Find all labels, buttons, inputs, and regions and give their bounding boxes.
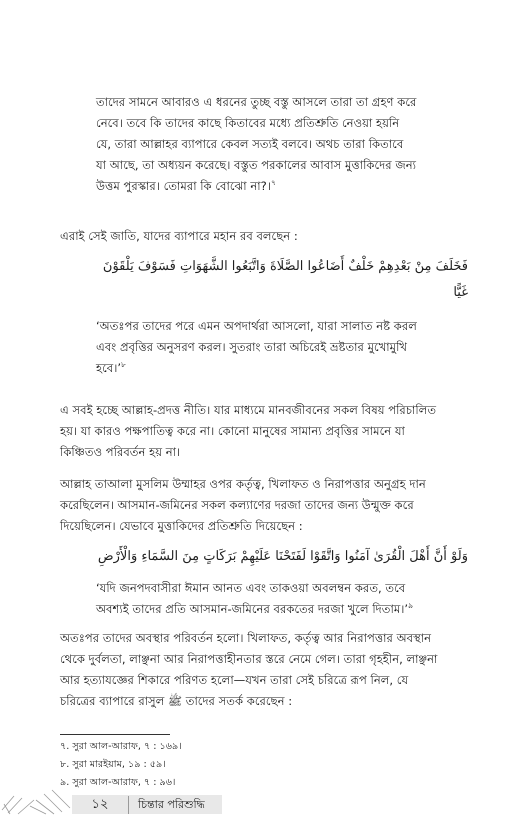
paragraph-line: হয়। যা কারও পক্ষপাতিত্ব করে না। কোনো মানুষের সামান্য প্রবৃত্তির সামনে যা [60, 424, 405, 438]
paragraph-line: কিঞ্চিতও পরিবর্তন হয় না। [60, 445, 181, 459]
arabic-line: غَيًّا [453, 285, 468, 300]
arabic-line: وَلَوْ أَنَّ أَهْلَ الْقُرَىٰ آمَنُوا وَاتَّقَوْا لَفَتَحْنَا عَلَيْهِمْ بَرَكَاتٍ مِنَ السَّمَاءِ وَالْأَرْضِ [97, 549, 468, 564]
translation-line [96, 358, 466, 379]
body-paragraph-1 [60, 400, 466, 463]
footnote-7: ৭. সুরা আল-আরাফ, ৭ : ১৬৯। [60, 741, 182, 752]
translation-line: ‘যদি জনপদবাসীরা ঈমান আনত এবং তাকওয়া অবলম্বন করত, তবে [96, 581, 406, 595]
paragraph-line: অতঃপর তাদের অবস্থার পরিবর্তন হলো। খিলাফত, কর্তৃত্ব আর নিরাপত্তার অবস্থান [60, 631, 432, 645]
footnote-9: ৯. সুরা আল-আরাফ, ৭ : ৯৬। [60, 777, 176, 788]
translation-line-text: অবশ্যই তাদের প্রতি আসমান-জমিনের বরকতের দরজা খুলে দিতাম।’ [96, 602, 409, 616]
paragraph-line: আল্লাহ তাআলা মুসলিম উম্মাহর ওপর কর্তৃত্ব, খিলাফত ও নিরাপত্তার অনুগ্রহ দান [60, 477, 426, 491]
quote-line: তাদের সামনে আবারও এ ধরনের তুচ্ছ বস্তু আসলে তারা তা গ্রহণ করে [96, 95, 417, 109]
paragraph-line: আর হত্যাযজ্ঞের শিকারে পরিণত হলো—যখন তারা সেই চরিত্রে রূপ নিল, যে [60, 673, 409, 687]
book-title: চিন্তার পরিশুদ্ধি [138, 798, 205, 811]
quoted-verse-translation [96, 92, 466, 197]
footnote-marker: ৮ [121, 360, 126, 370]
body-paragraph-2 [60, 474, 466, 537]
footnote-divider [60, 734, 170, 735]
verse-translation-2 [96, 578, 466, 620]
quote-line-text: উত্তম পুরস্কার। তোমরা কি বোঝো না?। [96, 179, 271, 193]
footnote-marker: ৭ [270, 178, 276, 188]
body-paragraph-3 [60, 628, 466, 712]
paragraph-line: দিয়েছিলেন। যেভাবে মুত্তাকিদের প্রতিশ্রুতি দিয়েছেন : [60, 519, 303, 533]
quote-line: যে, তারা আল্লাহর ব্যাপারে কেবল সত্যই বলবে। অথচ তারা কিতাবে [96, 137, 404, 151]
footer-separator [128, 796, 129, 814]
paragraph-line: এ সবই হচ্ছে আল্লাহ-প্রদত্ত নীতি। যার মাধ্যমে মানবজীবনের সকল বিষয় পরিচালিত [60, 403, 437, 417]
footnote-8: ৮. সুরা মারইয়াম, ১৯ : ৫৯। [60, 759, 166, 770]
arabic-verse-1 [96, 254, 468, 306]
translation-line: ‘অতঃপর তাদের পরে এমন অপদার্থরা আসলো, যারা সালাত নষ্ট করল [96, 319, 417, 333]
paragraph-line: থেকে দুর্বলতা, লাঞ্ছনা আর নিরাপত্তাহীনতার স্তরে নেমে গেল। তারা গৃহহীন, লাঞ্ছনা [60, 652, 438, 666]
quote-line: যা আছে, তা অধ্যয়ন করেছে। বস্তুত পরকালের আবাস মুত্তাকিদের জন্য [96, 158, 416, 172]
quote-line [96, 176, 466, 197]
paragraph-line: করেছিলেন। আসমান-জমিনের সকল কল্যাণের দরজা তাদের জন্য উন্মুক্ত করে [60, 498, 414, 512]
corner-ornament-icon [0, 786, 72, 816]
intro-line: এরাই সেই জাতি, যাদের ব্যাপারে মহান রব বলছেন : [60, 229, 298, 243]
translation-line [96, 599, 466, 620]
page-number: ১২ [91, 797, 109, 812]
verse-translation-1 [96, 316, 466, 379]
arabic-verse-2 [96, 544, 468, 570]
translation-line: এবং প্রবৃত্তির অনুসরণ করল। সুতরাং তারা অচিরেই ভ্রষ্টতার মুখোমুখি [96, 340, 408, 354]
arabic-line: فَخَلَفَ مِنْ بَعْدِهِمْ خَلْفٌ أَضَاعُوا الصَّلَاةَ وَاتَّبَعُوا الشَّهَوَاتِ فَسَوْفَ يَلْقَوْنَ [102, 259, 468, 274]
paragraph-line: চরিত্রের ব্যাপারে রাসুল ﷺ তাদের সতর্ক করেছেন : [60, 694, 293, 708]
footnote-marker: ৯ [408, 601, 413, 611]
translation-line-text: হবে।’ [96, 361, 122, 375]
quote-line: নেবে। তবে কি তাদের কাছে কিতাবের মধ্যে প্রতিশ্রুতি নেওয়া হয়নি [96, 116, 400, 130]
